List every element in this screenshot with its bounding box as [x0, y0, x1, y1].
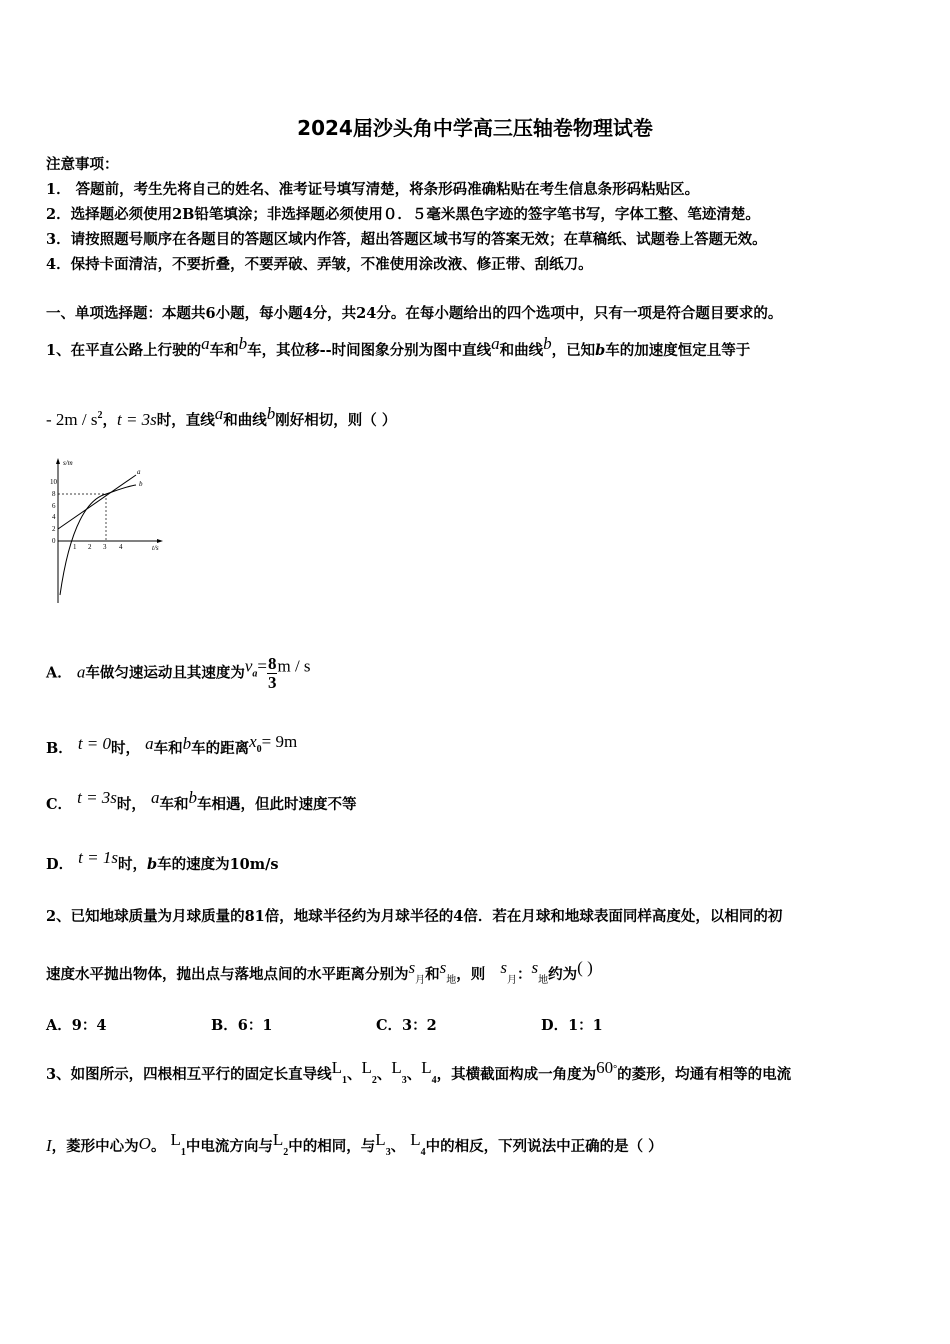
q3-text: ，其横截面构成一角度为 — [436, 1066, 597, 1083]
notice-item: 3．请按照题号顺序在各题目的答题区域内作答，超出答题区域书写的答案无效；在草稿纸、试题卷上答题无效。 — [46, 231, 767, 248]
q2-text: ，则 — [456, 966, 486, 983]
x-tick-label: 2 — [88, 543, 92, 551]
var-b-bold: b — [146, 856, 158, 873]
var-a: a — [145, 734, 154, 753]
q3-text: 中的相同，与 — [288, 1138, 376, 1155]
separator: 、 — [390, 1138, 406, 1155]
line-a — [58, 475, 136, 529]
page-title: 2024届沙头角中学高三压轴卷物理试卷 — [297, 116, 653, 140]
comma: ， — [102, 412, 117, 429]
var-b: b — [266, 404, 276, 423]
q3-text: ，菱形中心为 — [51, 1138, 139, 1155]
q3-text: 中的相反，下列说法中正确的是（ ） — [425, 1138, 663, 1155]
var-a: a — [201, 334, 210, 353]
var-s-subscript-moon: 月 — [507, 975, 518, 986]
wire-subscript: 2 — [283, 1147, 289, 1158]
var-x: x — [249, 732, 257, 751]
wire-l: L — [375, 1130, 386, 1149]
option-b — [46, 732, 297, 758]
wire-subscript: 2 — [371, 1075, 377, 1086]
q3-text: 。 — [150, 1138, 166, 1155]
time-t0: t = 0 — [77, 734, 112, 753]
var-s-subscript-earth: 地 — [538, 975, 549, 986]
var-a: a — [214, 404, 224, 423]
option-label: A． — [46, 664, 72, 682]
separator: 、 — [346, 1066, 362, 1083]
var-b: b — [188, 788, 197, 807]
distance-value: = 9m — [261, 732, 298, 751]
var-b: b — [543, 334, 552, 353]
wire-subscript: 3 — [401, 1075, 407, 1086]
q2-option-b: B．6：1 — [211, 1017, 273, 1034]
question-1-line-2 — [46, 404, 396, 430]
wire-l: L — [170, 1130, 181, 1149]
var-v: v — [244, 656, 253, 676]
separator: 、 — [376, 1066, 392, 1083]
x-tick-label: 3 — [103, 543, 107, 551]
numerator: 8 — [267, 654, 277, 673]
q1-text: 时，直线 — [156, 412, 215, 429]
option-text: 时， — [111, 740, 141, 757]
notice-item: 1． 答题前，考生先将自己的姓名、准考证号填写清楚，将条形码准确粘贴在考生信息条形码粘贴区。 — [46, 181, 700, 198]
var-a: a — [76, 662, 86, 682]
question-2-line-1: 2、已知地球质量为月球质量的81倍，地球半径约为月球半径的4倍．若在月球和地球表面同样高度处，以相同的初 — [46, 908, 783, 925]
notice-item: 2．选择题必须使用2B铅笔填涂；非选择题必须使用０．５毫米黑色字迹的签字笔书写，字体工整、笔迹清楚。 — [46, 206, 760, 223]
q2-option-d: D．1：1 — [541, 1017, 603, 1034]
unit: m / s — [277, 656, 311, 676]
q1-text: 和曲线 — [499, 342, 544, 359]
var-i: I — [46, 1136, 52, 1155]
option-text: 车做匀速运动且其速度为 — [85, 664, 245, 682]
option-text: 车和 — [159, 796, 189, 813]
option-text: 时， — [117, 856, 147, 873]
var-a: a — [491, 334, 500, 353]
q2-text: 速度水平抛出物体，抛出点与落地点间的水平距离分别为 — [46, 966, 409, 983]
acceleration: - 2m / s — [46, 410, 98, 429]
var-b-bold: b — [595, 342, 606, 359]
wire-l: L — [331, 1058, 342, 1077]
option-label: B． — [46, 740, 73, 757]
q1-text: ，已知 — [551, 342, 596, 359]
q3-text: 的菱形，均通有相等的电流 — [617, 1066, 792, 1083]
wire-l: L — [391, 1058, 402, 1077]
notice-item: 4．保持卡面清洁，不要折叠，不要弄破、弄皱，不准使用涂改液、修正带、刮纸刀。 — [46, 256, 593, 273]
question-1-line-1 — [46, 334, 750, 360]
option-text: 车相遇，但此时速度不等 — [196, 796, 357, 813]
q1-text: 车和 — [209, 342, 239, 359]
equals: = — [257, 656, 267, 676]
wire-l: L — [272, 1130, 284, 1149]
q3-text: 3、如图所示，四根相互平行的固定长直导线 — [46, 1066, 332, 1083]
y-tick-label: 10 — [50, 478, 57, 486]
y-axis-label: s/m — [63, 459, 73, 467]
wire-subscript: 4 — [420, 1147, 426, 1158]
question-3-line-2 — [46, 1130, 663, 1158]
var-x-subscript: 0 — [256, 744, 262, 755]
option-text: 车和 — [153, 740, 183, 757]
option-d — [46, 848, 279, 874]
q1-text: 车，其位移--时间图象分别为图中直线 — [247, 342, 492, 359]
wire-subscript: 4 — [431, 1075, 437, 1086]
var-s: s — [439, 958, 447, 977]
var-s: s — [531, 958, 539, 977]
question-3-line-1 — [46, 1058, 791, 1086]
notice-heading: 注意事项： — [46, 156, 119, 173]
var-b: b — [238, 334, 248, 353]
curve-a-label: a — [137, 468, 141, 476]
wire-l: L — [361, 1058, 372, 1077]
denominator: 3 — [267, 673, 277, 692]
degree-symbol: ° — [613, 1064, 618, 1075]
ratio-colon: ： — [517, 966, 532, 983]
y-tick-label: 8 — [52, 490, 56, 498]
option-a — [46, 655, 311, 692]
fraction — [267, 655, 278, 692]
var-s-subscript-moon: 月 — [415, 975, 426, 986]
q2-text: 约为 — [548, 966, 578, 983]
wire-l: L — [421, 1058, 432, 1077]
y-axis-arrow — [56, 458, 60, 464]
x-tick-label: 4 — [119, 543, 123, 551]
y-tick-label: 2 — [52, 525, 56, 533]
var-s: s — [408, 958, 416, 977]
answer-paren: ( ) — [577, 958, 593, 977]
option-text: 车的距离 — [191, 740, 250, 757]
q1-text: 1、在平直公路上行驶的 — [46, 342, 202, 359]
y-tick-label: 6 — [52, 502, 56, 510]
option-text: 车的速度为10m/s — [157, 856, 279, 873]
q2-option-c: C．3：2 — [376, 1017, 437, 1034]
position-time-graph — [48, 455, 173, 607]
var-s: s — [500, 958, 508, 977]
var-a: a — [150, 788, 160, 807]
x-axis-arrow — [157, 539, 163, 543]
x-tick-label: 1 — [73, 543, 77, 551]
var-s-subscript-earth: 地 — [446, 975, 457, 986]
var-o: O — [138, 1134, 151, 1153]
q1-text: 车的加速度恒定且等于 — [605, 342, 751, 359]
time-t3: t = 3s — [77, 788, 117, 807]
q2-option-a: A．9：4 — [46, 1017, 107, 1034]
var-b: b — [182, 734, 192, 753]
y-tick-label: 0 — [52, 537, 56, 545]
angle-value: 60 — [596, 1058, 614, 1077]
wire-subscript: 1 — [341, 1075, 347, 1086]
option-text: 时， — [116, 796, 146, 813]
q1-text: 刚好相切，则（ ） — [275, 412, 397, 429]
y-tick-label: 4 — [52, 513, 56, 521]
curve-b-label: b — [139, 480, 143, 488]
x-axis-label: t/s — [152, 544, 159, 552]
wire-l: L — [410, 1130, 421, 1149]
wire-subscript: 3 — [385, 1147, 391, 1158]
option-label: C． — [46, 796, 73, 813]
acceleration-exponent: 2 — [97, 410, 103, 421]
wire-subscript: 1 — [180, 1147, 186, 1158]
q2-text: 和 — [425, 966, 440, 983]
q3-text: 中电流方向与 — [185, 1138, 273, 1155]
separator: 、 — [406, 1066, 422, 1083]
time-t1: t = 1s — [78, 848, 118, 867]
q1-text: 和曲线 — [223, 412, 267, 429]
option-label: D． — [46, 856, 74, 873]
section-heading: 一、单项选择题：本题共6小题，每小题4分，共24分。在每小题给出的四个选项中，只有一项是符合题目要求的。 — [46, 305, 783, 322]
var-v-subscript: a — [252, 668, 258, 680]
time-t3: t = 3s — [116, 410, 157, 429]
question-2-line-2 — [46, 958, 593, 986]
option-c — [46, 788, 356, 814]
